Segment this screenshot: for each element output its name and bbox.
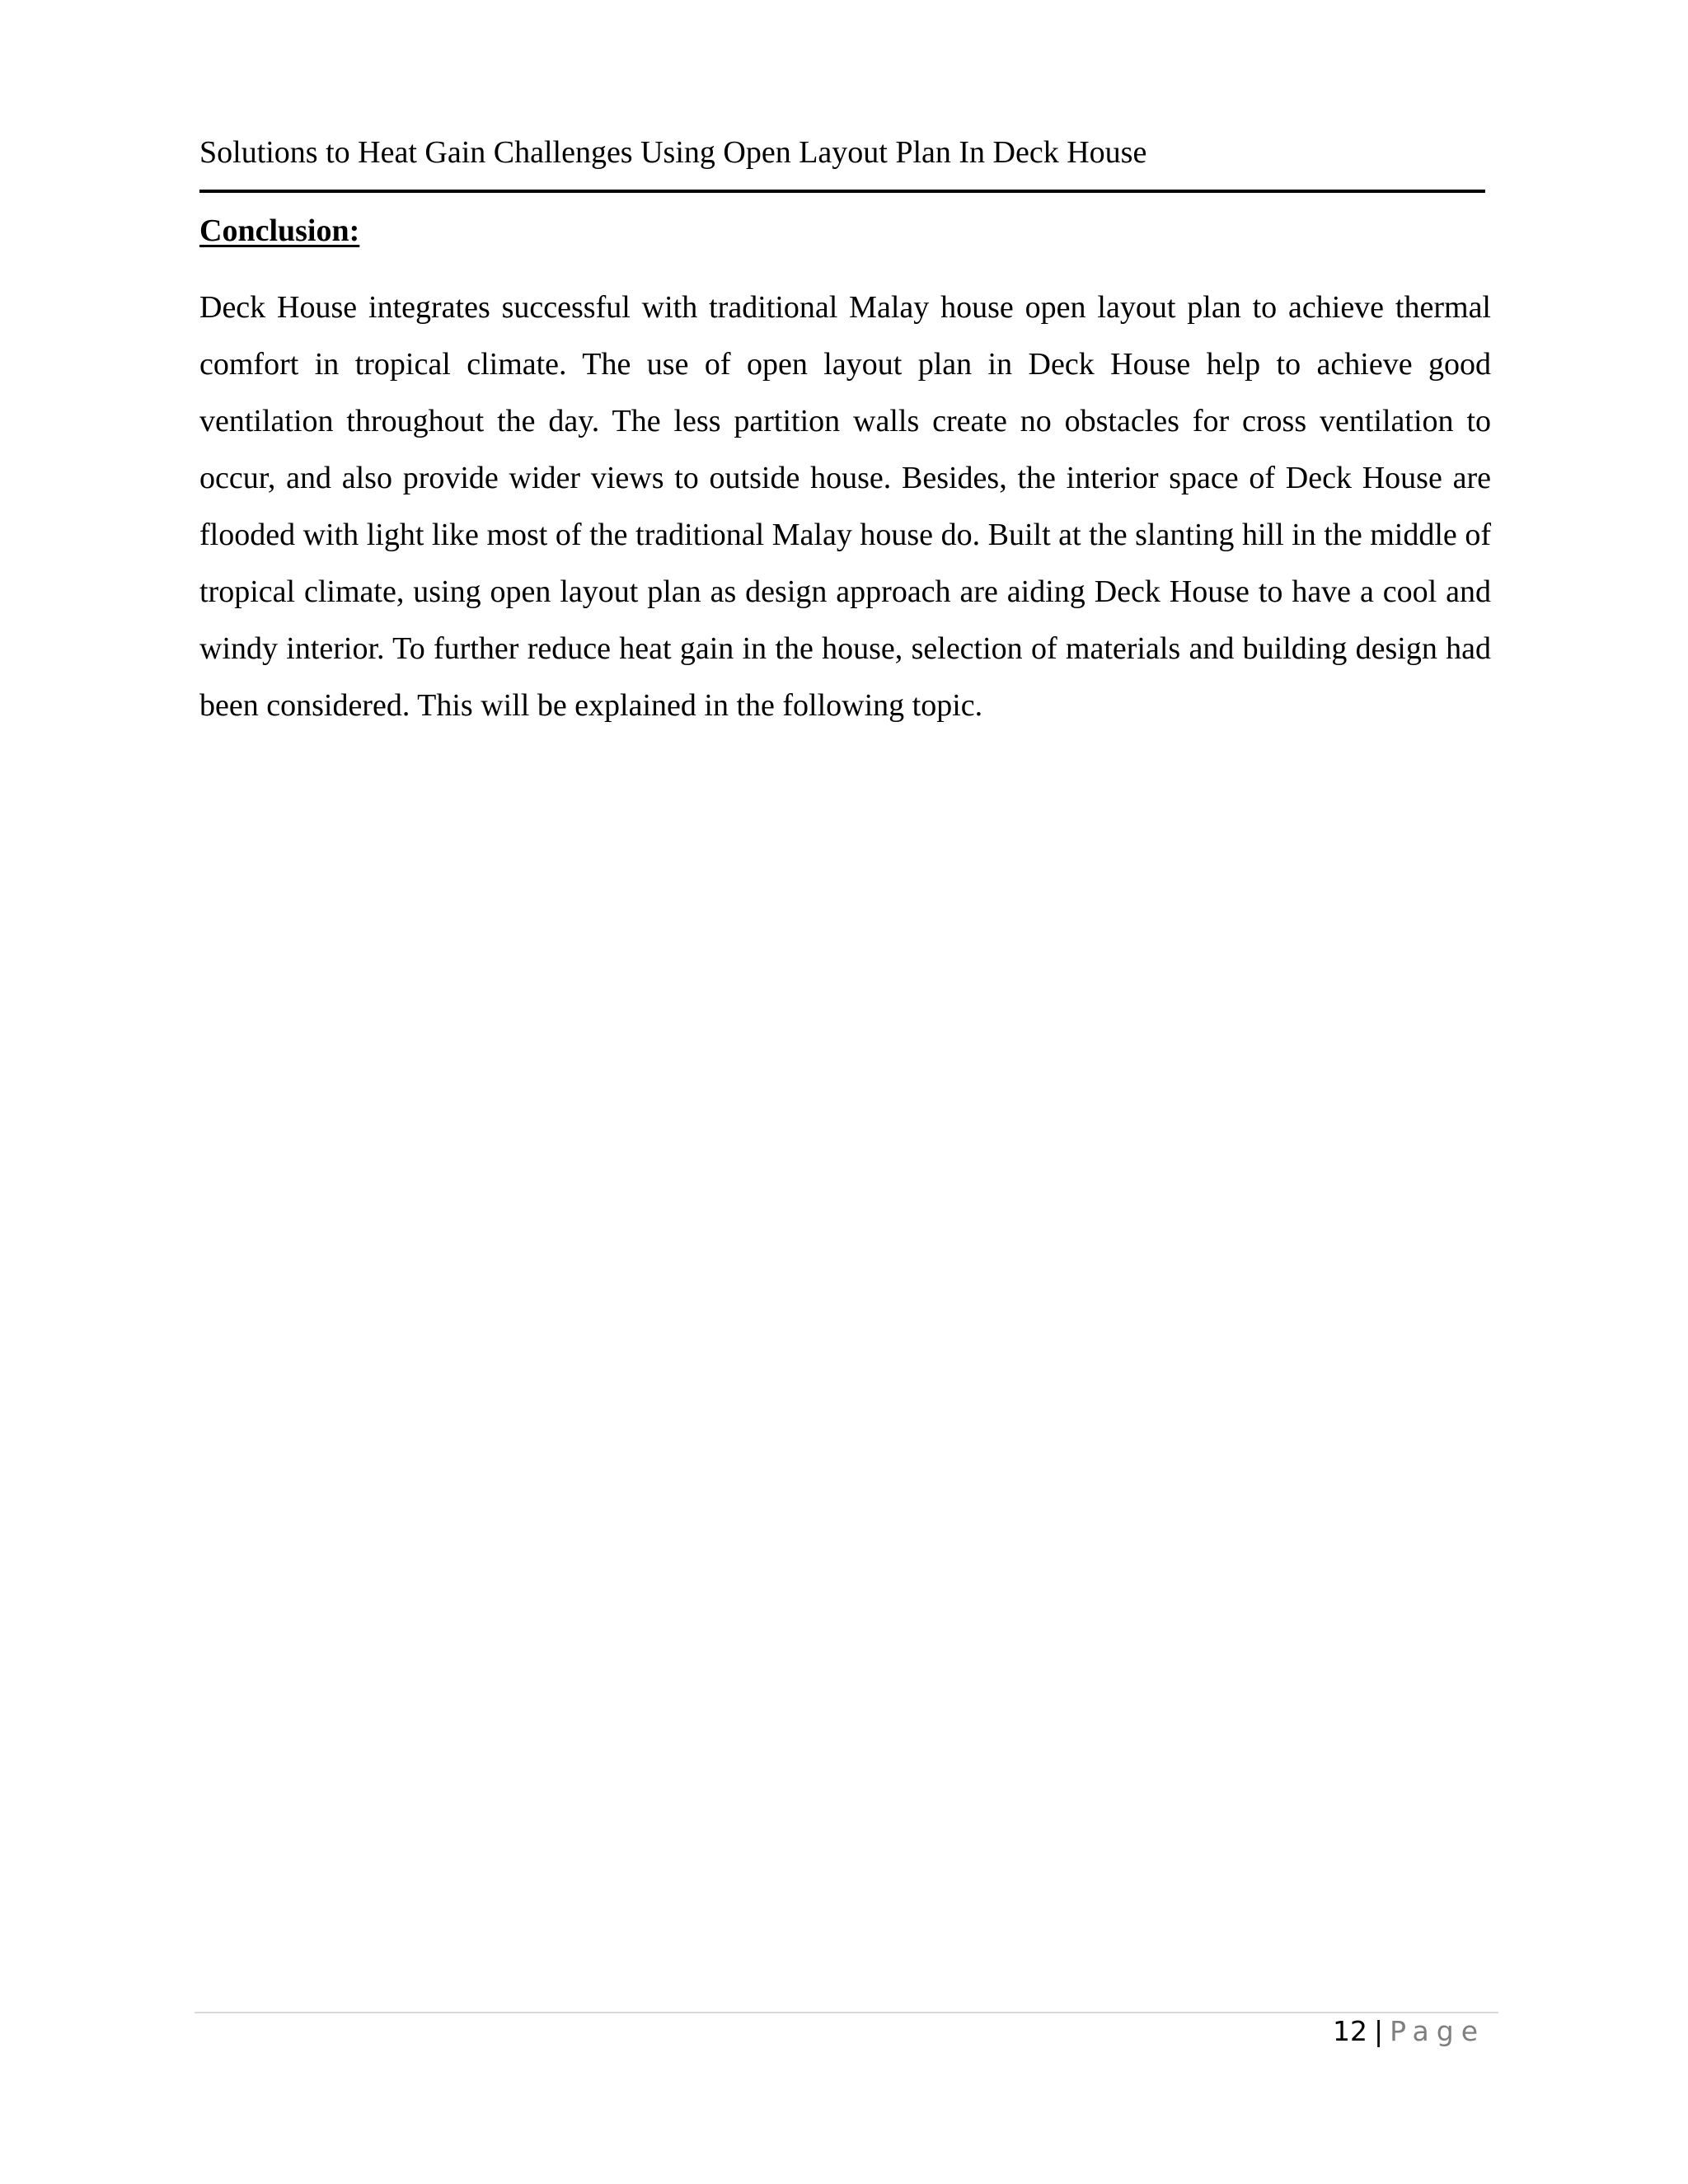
section-heading: Conclusion: xyxy=(199,213,360,248)
header-divider xyxy=(199,190,1485,193)
running-header-title: Solutions to Heat Gain Challenges Using Open Layout Plan In Deck House xyxy=(199,135,1147,170)
footer-separator: | xyxy=(1373,2015,1384,2047)
page-footer xyxy=(1333,2011,1485,2052)
footer-divider xyxy=(195,2012,1498,2013)
conclusion-paragraph: Deck House integrates successful with traditional Malay house open layout plan to achieve thermal comfort in tropical climate. The use of open layout plan in Deck House help to achieve good ventilation throughout the day. The less partition walls create no obstacles for cross ventilation to occur, and also provide wider views to outside house. Besides, the interior space of Deck House are flooded with light like most of the traditional Malay house do. Built at the slanting hill in the middle of tropical climate, using open layout plan as design approach are aiding Deck House to have a cool and windy interior. To further reduce heat gain in the house, selection of materials and building design had been considered. This will be explained in the following topic. xyxy=(199,290,1491,723)
page-label: Page xyxy=(1390,2015,1485,2047)
page-number: 12 xyxy=(1332,2015,1367,2047)
